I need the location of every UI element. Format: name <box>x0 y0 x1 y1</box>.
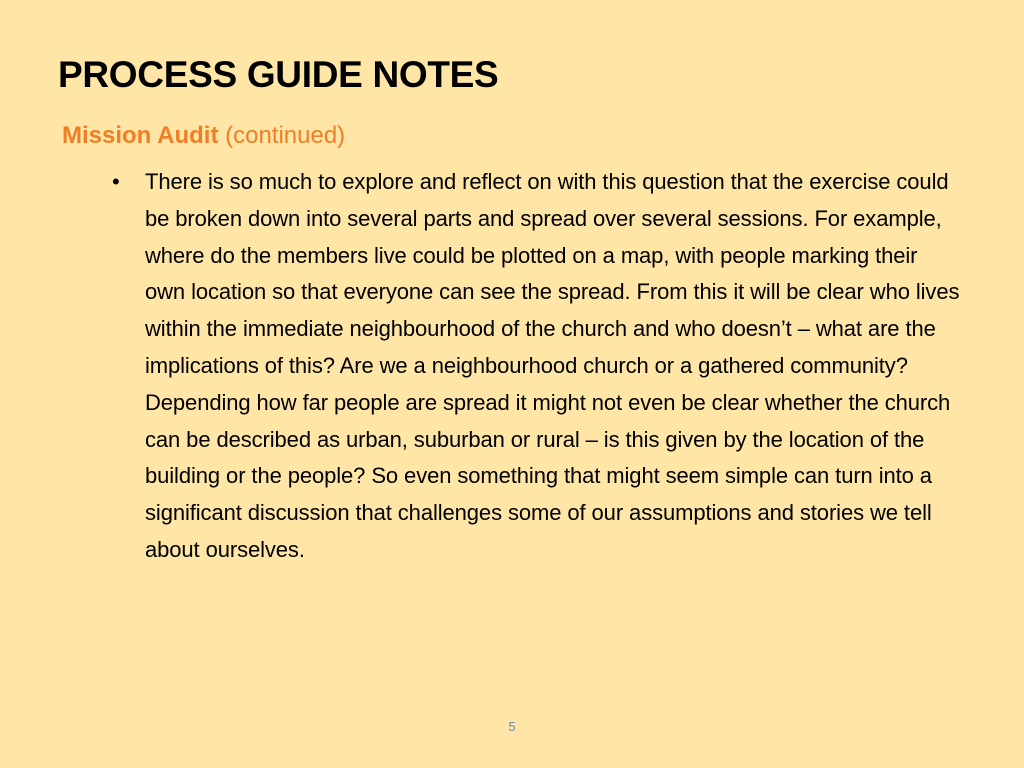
slide-subtitle <box>62 121 345 151</box>
bullet-item <box>112 164 960 569</box>
page-number: 5 <box>508 719 516 734</box>
subtitle-continued: (continued) <box>218 122 346 149</box>
bullet-text: There is so much to explore and reflect on with this question that the exercise could be broken down into several parts and spread over several sessions. For example, where do the members live could be plotted on a map, with people marking their own location so that everyone can see the spread. From this it will be clear who lives within the immediate neighbourhood of the church and who doesn’t – what are the implications of this? Are we a neighbourhood church or a gathered community? Depending how far people are spread it might not even be clear whether the church can be described as urban, suburban or rural – is this given by the location of the building or the people? So even something that might seem simple can turn into a significant discussion that challenges some of our assumptions and stories we tell about ourselves. <box>145 169 960 562</box>
bullet-list <box>112 164 960 569</box>
subtitle-strong: Mission Audit <box>62 122 219 149</box>
bullet-marker: • <box>112 169 120 194</box>
slide-title: PROCESS GUIDE NOTES <box>58 54 499 95</box>
